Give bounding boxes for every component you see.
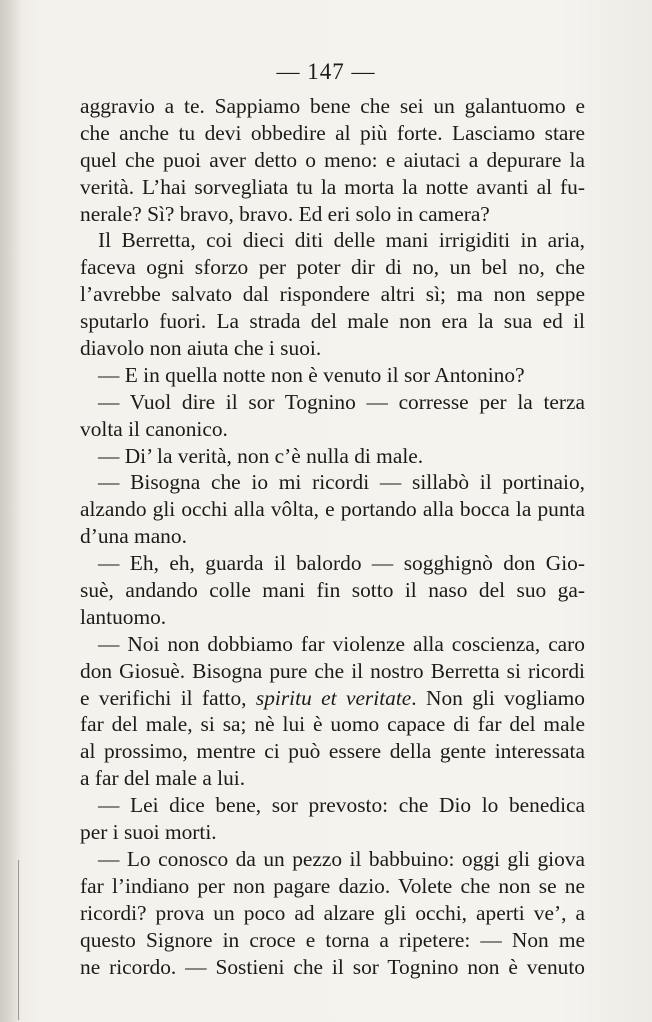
text-line: a far del male a lui. — [80, 766, 246, 791]
text-line: alzando gli occhi alla vôlta, e portando alla bocca la punta — [80, 497, 585, 522]
text-line: sputarlo fuori. La strada del male non era la sua ed il — [80, 309, 585, 334]
text-line: — Noi non dobbiamo far violenze alla coscienza, caro — [98, 631, 585, 656]
text-line: — Di’ la verità, non c’è nulla di male. — [98, 443, 424, 468]
text-line: volta il canonico. — [80, 416, 228, 441]
text-line: al prossimo, mentre ci può essere della gente interessata — [80, 739, 585, 764]
page-edge-line — [18, 860, 19, 1020]
text-line: ricordi? prova un poco ad alzare gli occhi, aperti ve’, a — [80, 900, 585, 925]
text-line: far l’indiano per non pagare dazio. Volete che non se ne — [80, 873, 585, 898]
text-run: e verifichi il fatto, — [80, 685, 256, 710]
text-line: nerale? Sì? bravo, bravo. Ed eri solo in camera? — [80, 201, 490, 226]
text-line: d’una mano. — [80, 524, 187, 549]
body-text — [80, 93, 585, 980]
text-line: questo Signore in croce e torna a ripetere: — Non me — [80, 927, 585, 952]
text-line: faceva ogni sforzo per poter dir di no, un bel no, che — [80, 255, 585, 280]
text-line: ne ricordo. — Sostieni che il sor Tognino non è venuto — [80, 954, 585, 979]
text-line: quel che puoi aver detto o meno: e aiutaci a depurare la — [80, 147, 585, 172]
text-line: aggravio a te. Sappiamo bene che sei un galantuomo e — [80, 94, 585, 118]
text-line: lantuomo. — [80, 604, 167, 629]
text-line: l’avrebbe salvato dal rispondere altri sì; ma non seppe — [80, 282, 585, 307]
text-line: Il Berretta, coi dieci diti delle mani irrigiditi in aria, — [98, 228, 585, 253]
text-line: per i suoi morti. — [80, 820, 217, 845]
text-line: — Vuol dire il sor Tognino — corresse per la terza — [98, 389, 585, 414]
text-line: far del male, si sa; nè lui è uomo capace di far del male — [80, 712, 585, 737]
text-line: — Lei dice bene, sor prevosto: che Dio lo benedica — [98, 793, 585, 818]
text-line: suè, andando colle mani fin sotto il naso del suo ga- — [80, 578, 585, 603]
text-run: . Non gli vogliamo — [411, 685, 585, 710]
text-line: — Eh, eh, guarda il balordo — sogghignò don Gio- — [98, 551, 585, 576]
text-line: — Lo conosco da un pezzo il babbuino: oggi gli giova — [98, 846, 585, 871]
page-number: — 147 — — [276, 59, 376, 84]
text-line: verità. L’hai sorvegliata tu la morta la notte avanti al fu- — [80, 174, 585, 199]
text-line — [80, 685, 585, 712]
italic-phrase: spiritu et veritate — [255, 685, 412, 710]
text-line: diavolo non aiuta che i suoi. — [80, 336, 322, 361]
text-line: — E in quella notte non è venuto il sor Antonino? — [98, 362, 525, 387]
text-line: don Giosuè. Bisogna pure che il nostro Berretta si ricordi — [80, 658, 585, 683]
text-line: — Bisogna che io mi ricordi — sillabò il portinaio, — [98, 470, 585, 495]
text-line: che anche tu devi obbedire al più forte. Lasciamo stare — [80, 120, 585, 145]
